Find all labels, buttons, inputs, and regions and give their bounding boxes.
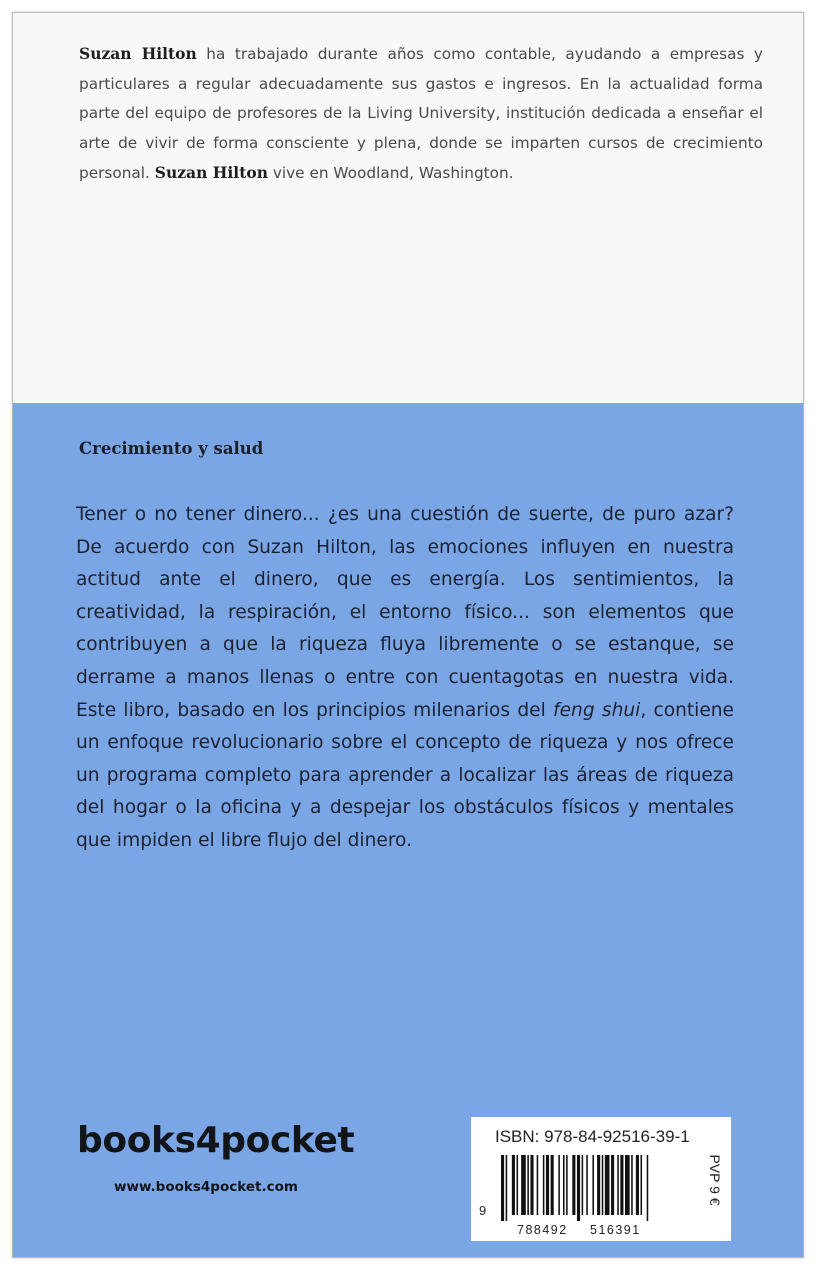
barcode-bar — [636, 1155, 639, 1215]
description-panel — [13, 403, 804, 1258]
author-bio-text: ha trabajado durante años como contable, ayudando a empresas y particulares a regular adecuadamente sus gastos e ingresos. En la actualidad forma parte del equipo de profesores de la Living University, institución dedicada a enseñar el arte de vivir de forma consciente y plena, donde se imparten cursos de crecimiento personal. — [79, 45, 763, 182]
barcode-bar — [572, 1155, 575, 1215]
barcode-bar — [617, 1155, 619, 1215]
barcode-bar — [625, 1155, 630, 1215]
isbn-text: ISBN: 978-84-92516-39-1 — [495, 1127, 690, 1146]
author-name: Suzan Hilton — [154, 163, 268, 182]
barcode-bar — [551, 1155, 554, 1215]
barcode-bar — [631, 1155, 633, 1215]
author-bio-panel — [13, 13, 804, 403]
description-text: Tener o no tener dinero... ¿es una cuestión de suerte, de puro azar? De acuerdo con Suzan Hilton, las emociones influyen en nuestra actitud ante el dinero, que es energía. Los sentimientos, la creatividad, la respiración, el entorno físico... son elementos que contribuyen a que la riqueza fluya libremente o se estanque, se derrame a manos llenas o entre con cuentagotas en nuestra vida. Este libro, basado en los principios milenarios del — [76, 504, 734, 721]
barcode-digits-left: 788492 — [517, 1223, 568, 1237]
barcode-bar — [577, 1155, 580, 1221]
barcode-bar — [527, 1155, 529, 1215]
author-name: Suzan Hilton — [79, 44, 197, 63]
description-italic: feng shui — [553, 699, 641, 721]
barcode-label — [471, 1117, 731, 1241]
barcode-bar — [512, 1155, 515, 1215]
barcode-digits-right: 516391 — [590, 1223, 641, 1237]
barcode-lead-digit: 9 — [479, 1203, 487, 1218]
barcode-bar — [537, 1155, 539, 1215]
barcode-bar — [602, 1155, 604, 1215]
book-description — [76, 499, 734, 858]
barcode-bars — [501, 1155, 691, 1221]
price-text: PVP 9 € — [707, 1154, 723, 1206]
author-bio — [79, 39, 763, 189]
barcode-bar — [543, 1155, 545, 1215]
barcode-bar — [563, 1155, 565, 1215]
barcode-bar — [611, 1155, 614, 1215]
barcode-bar — [517, 1155, 519, 1215]
barcode-bar — [530, 1155, 533, 1215]
description-text: , contiene un enfoque revolucionario sobre el concepto de riqueza y nos ofrece un programa completo para aprender a localizar las áreas de riqueza del hogar o la oficina y a despejar los obstáculos físicos y mentales que impiden el libre flujo del dinero. — [76, 699, 734, 851]
barcode-bar — [558, 1155, 560, 1215]
book-back-cover — [12, 12, 804, 1258]
barcode-bar — [521, 1155, 526, 1215]
publisher-logo: books4pocket — [77, 1120, 355, 1161]
price-label — [705, 1147, 725, 1217]
barcode-bar — [506, 1155, 508, 1221]
barcode-bar — [647, 1155, 649, 1221]
author-bio-text: vive en Woodland, Washington. — [267, 164, 514, 182]
publisher-url: www.books4pocket.com — [114, 1179, 298, 1195]
barcode-bar — [605, 1155, 610, 1215]
barcode-bar — [620, 1155, 623, 1215]
barcode-bar — [501, 1155, 504, 1221]
barcode-bar — [586, 1155, 588, 1215]
section-title: Crecimiento y salud — [79, 439, 264, 458]
barcode-bar — [566, 1155, 568, 1215]
barcode-bar — [641, 1155, 643, 1215]
barcode-bar — [597, 1155, 600, 1215]
barcode-bar — [582, 1155, 584, 1215]
barcode-bar — [592, 1155, 594, 1215]
barcode-bar — [546, 1155, 549, 1215]
